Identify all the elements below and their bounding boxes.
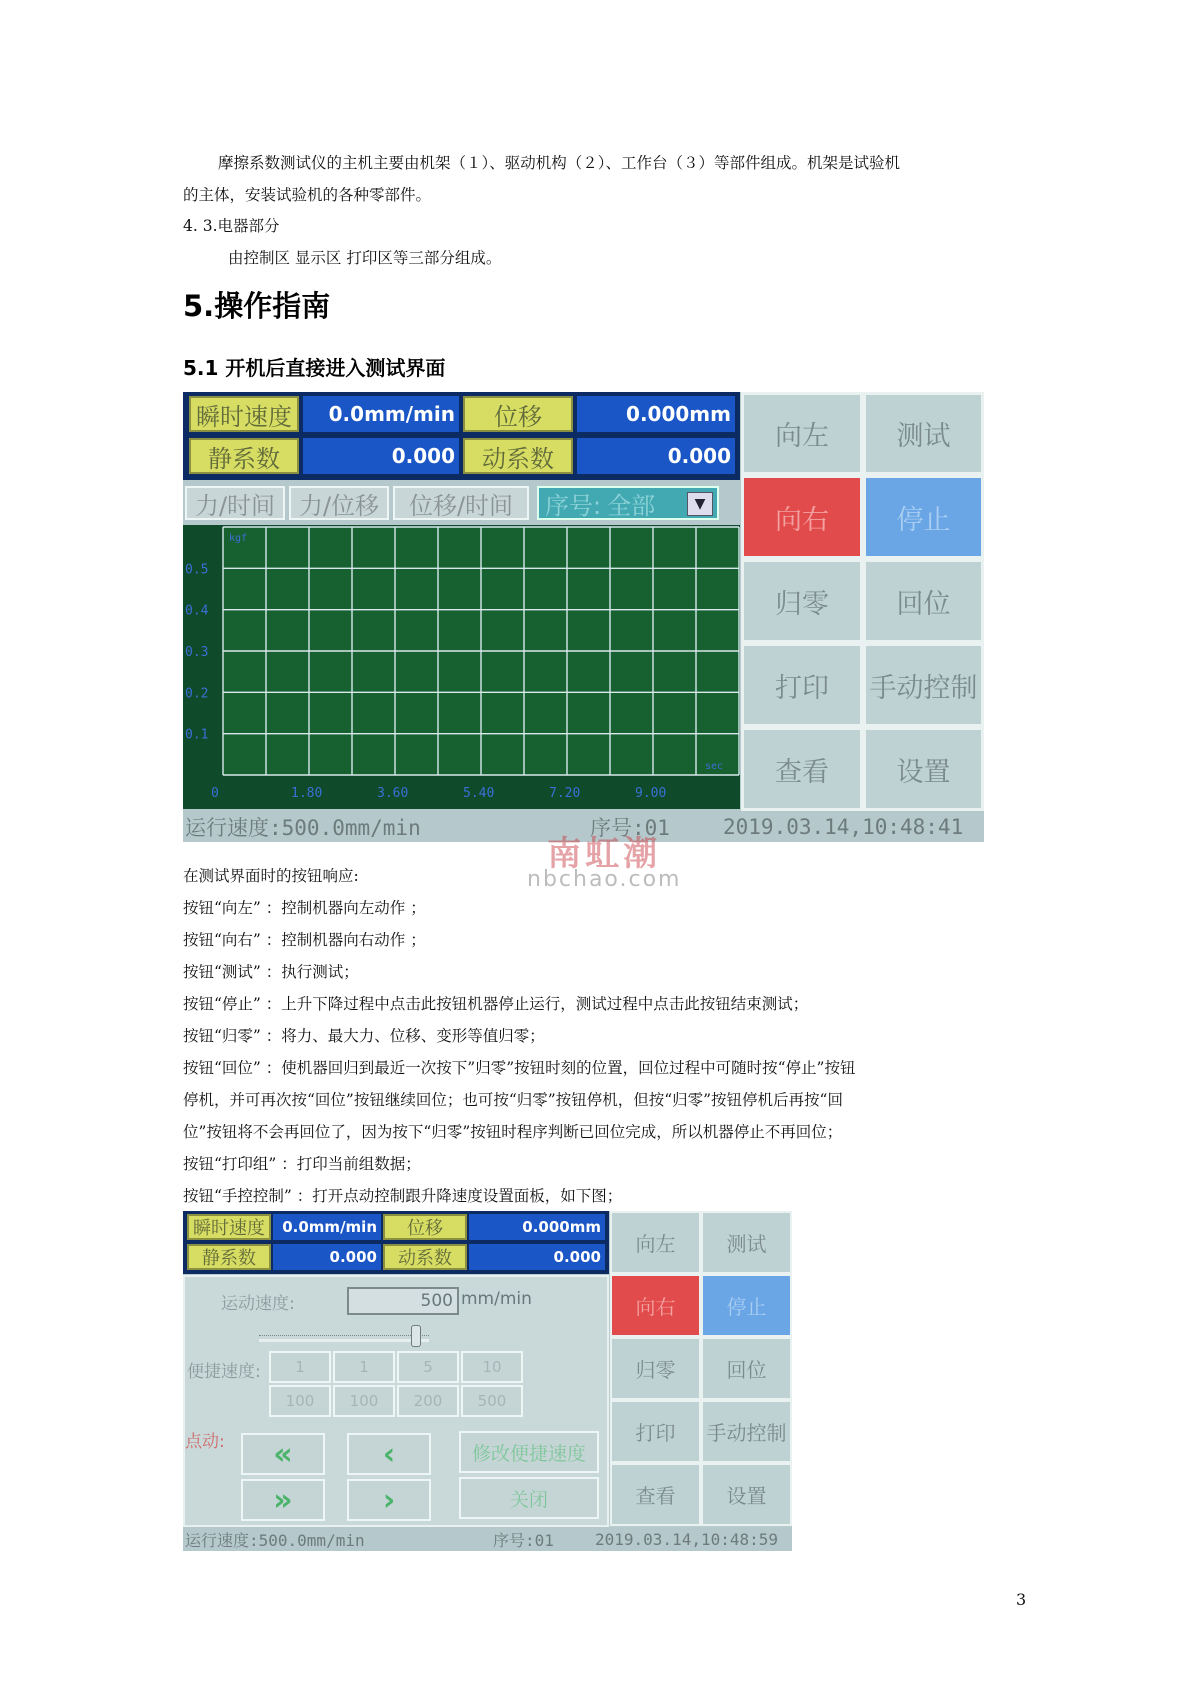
status-sequence: 序号:01 — [590, 816, 670, 840]
speed-slider[interactable] — [259, 1323, 429, 1345]
desc-right: 按钮“向右” ：控制机器向右动作 ； — [183, 931, 426, 949]
dynamic-coef-label-2: 动系数 — [383, 1244, 467, 1270]
move-right-button-2[interactable]: 向右 — [610, 1274, 701, 1337]
dynamic-coef-value: 0.000 — [577, 438, 735, 474]
intro-line-3: 4. 3.电器部分 — [183, 217, 280, 235]
instant-speed-label: 瞬时速度 — [189, 396, 299, 432]
desc-test: 按钮“测试” ：执行测试； — [183, 963, 359, 981]
jog-fast-right-icon[interactable]: » — [241, 1479, 325, 1521]
stop-button-2[interactable]: 停止 — [701, 1274, 792, 1337]
subsection-heading: 5.1 开机后直接进入测试界面 — [183, 356, 446, 380]
x-tick-label: 5.40 — [463, 786, 495, 801]
static-coef-label-2: 静系数 — [187, 1244, 271, 1270]
view-button-2[interactable]: 查看 — [610, 1463, 701, 1526]
jog-left-icon[interactable]: ‹ — [347, 1433, 431, 1475]
instant-speed-value: 0.0mm/min — [303, 396, 459, 432]
x-tick-label: 0 — [211, 786, 219, 801]
desc-intro: 在测试界面时的按钮响应: — [183, 867, 359, 885]
desc-return-1: 按钮“回位” ：使机器回归到最近一次按下”归零”按钮时刻的位置，回位过程中可随时按“停止”按钮 — [183, 1059, 856, 1077]
static-coef-value: 0.000 — [303, 438, 459, 474]
modify-quick-speed-button[interactable]: 修改便捷速度 — [459, 1431, 599, 1473]
desc-print: 按钮“打印组” ：打印当前组数据； — [183, 1155, 421, 1173]
sequence-select[interactable] — [537, 486, 719, 520]
desc-return-3: 位”按钮将不会再回位了，因为按下“归零”按钮时程序判断已回位完成，所以机器停止不再回位； — [183, 1123, 843, 1141]
status-sequence-2: 序号:01 — [493, 1530, 554, 1550]
motion-speed-input[interactable]: 500 — [347, 1287, 459, 1315]
displacement-label-2: 位移 — [383, 1214, 467, 1240]
stop-button[interactable]: 停止 — [863, 475, 984, 559]
settings-button-2[interactable]: 设置 — [701, 1463, 792, 1526]
slider-knob[interactable] — [411, 1325, 421, 1347]
move-left-button[interactable]: 向左 — [741, 392, 863, 475]
displacement-label: 位移 — [463, 396, 573, 432]
manual-control-button-2[interactable]: 手动控制 — [701, 1400, 792, 1463]
force-time-chart — [183, 525, 740, 809]
x-tick-label: 3.60 — [377, 786, 409, 801]
static-coef-label: 静系数 — [189, 438, 299, 474]
tab-displacement-time[interactable]: 位移/时间 — [393, 486, 529, 520]
quick-speed-button[interactable]: 5 — [397, 1351, 459, 1383]
desc-zero: 按钮“归零” ：将力、最大力、位移、变形等值归零； — [183, 1027, 545, 1045]
quick-speed-button[interactable]: 100 — [269, 1385, 331, 1417]
static-coef-value-2: 0.000 — [273, 1244, 381, 1270]
settings-button[interactable]: 设置 — [863, 727, 984, 811]
status-datetime-2: 2019.03.14,10:48:59 — [595, 1529, 779, 1549]
quick-speed-button[interactable]: 1 — [269, 1351, 331, 1383]
quick-speed-button[interactable]: 500 — [461, 1385, 523, 1417]
jog-right-icon[interactable]: › — [347, 1479, 431, 1521]
status-run-speed: 运行速度:500.0mm/min — [185, 816, 421, 840]
manual-control-button[interactable]: 手动控制 — [863, 643, 984, 727]
dynamic-coef-label: 动系数 — [463, 438, 573, 474]
chart-svg — [183, 525, 740, 809]
slider-track — [259, 1339, 429, 1342]
sequence-select-label: 序号: — [545, 491, 602, 520]
view-button[interactable]: 查看 — [741, 727, 863, 811]
status-run-speed-2: 运行速度:500.0mm/min — [185, 1530, 365, 1550]
quick-speed-label: 便捷速度: — [187, 1362, 261, 1382]
jog-label: 点动: — [185, 1432, 225, 1452]
y-tick-label: 0.5 — [185, 562, 209, 578]
x-tick-label: 9.00 — [635, 786, 667, 801]
desc-stop: 按钮“停止” ：上升下降过程中点击此按钮机器停止运行，测试过程中点击此按钮结束测试； — [183, 995, 809, 1013]
dropdown-arrow-icon[interactable]: ▼ — [687, 492, 713, 516]
y-tick-label: 0.3 — [185, 645, 209, 660]
quick-speed-button[interactable]: 10 — [461, 1351, 523, 1383]
move-left-button-2[interactable]: 向左 — [610, 1211, 701, 1274]
zero-button[interactable]: 归零 — [741, 559, 863, 643]
tab-force-displacement[interactable]: 力/位移 — [289, 486, 389, 520]
section-heading: 5.操作指南 — [183, 289, 331, 323]
print-button-2[interactable]: 打印 — [610, 1400, 701, 1463]
instant-speed-value-2: 0.0mm/min — [273, 1214, 381, 1240]
jog-fast-left-icon[interactable]: « — [241, 1433, 325, 1475]
displacement-value-2: 0.000mm — [469, 1214, 605, 1240]
y-tick-label: 0.4 — [185, 603, 209, 619]
status-datetime: 2019.03.14,10:48:41 — [723, 815, 964, 839]
test-button-2[interactable]: 测试 — [701, 1211, 792, 1274]
y-axis-unit: kgf — [229, 533, 248, 544]
watermark-logo — [527, 826, 681, 892]
manual-control-panel — [183, 1275, 609, 1527]
watermark-cn: 南虹潮 — [547, 834, 662, 874]
test-button[interactable]: 测试 — [863, 392, 984, 475]
move-right-button[interactable]: 向右 — [741, 475, 863, 559]
page-number: 3 — [1016, 1590, 1027, 1609]
motion-speed-label: 运动速度: — [221, 1294, 295, 1314]
return-button-2[interactable]: 回位 — [701, 1337, 792, 1400]
slider-ticks — [259, 1335, 429, 1336]
test-screen-screenshot — [183, 392, 984, 842]
x-tick-label: 7.20 — [549, 786, 581, 801]
y-tick-label: 0.2 — [185, 686, 209, 702]
y-tick-label: 0.1 — [185, 727, 209, 743]
print-button[interactable]: 打印 — [741, 643, 863, 727]
zero-button-2[interactable]: 归零 — [610, 1337, 701, 1400]
tab-force-time[interactable]: 力/时间 — [185, 486, 285, 520]
quick-speed-button[interactable]: 200 — [397, 1385, 459, 1417]
intro-line-1: 摩擦系数测试仪的主机主要由机架（１）、驱动机构（２）、工作台（３）等部件组成。机架是试验机 — [218, 154, 901, 172]
watermark-en: nbchao.com — [527, 867, 682, 892]
desc-manual: 按钮“手控控制” ：打开点动控制跟升降速度设置面板，如下图； — [183, 1187, 623, 1205]
quick-speed-button[interactable]: 100 — [333, 1385, 395, 1417]
desc-left: 按钮“向左” ：控制机器向左动作 ； — [183, 899, 426, 917]
quick-speed-button[interactable]: 1 — [333, 1351, 395, 1383]
dynamic-coef-value-2: 0.000 — [469, 1244, 605, 1270]
intro-line-2: 的主体，安装试验机的各种零部件。 — [183, 186, 432, 204]
intro-line-4: 由控制区 显示区 打印区等三部分组成。 — [228, 249, 502, 267]
x-axis-unit: sec — [705, 761, 724, 772]
displacement-value: 0.000mm — [577, 396, 735, 432]
motion-speed-unit: mm/min — [461, 1289, 532, 1309]
x-tick-label: 1.80 — [291, 786, 323, 801]
instant-speed-label-2: 瞬时速度 — [187, 1214, 271, 1240]
status-bar-2 — [183, 1527, 792, 1551]
sequence-select-value: 全部 — [607, 491, 656, 520]
manual-control-screenshot — [183, 1211, 792, 1551]
return-button[interactable]: 回位 — [863, 559, 984, 643]
desc-return-2: 停机，并可再次按“回位”按钮继续回位；也可按“归零”按钮停机，但按“归零”按钮停机后再按“回 — [183, 1091, 843, 1109]
close-button[interactable]: 关闭 — [459, 1477, 599, 1519]
